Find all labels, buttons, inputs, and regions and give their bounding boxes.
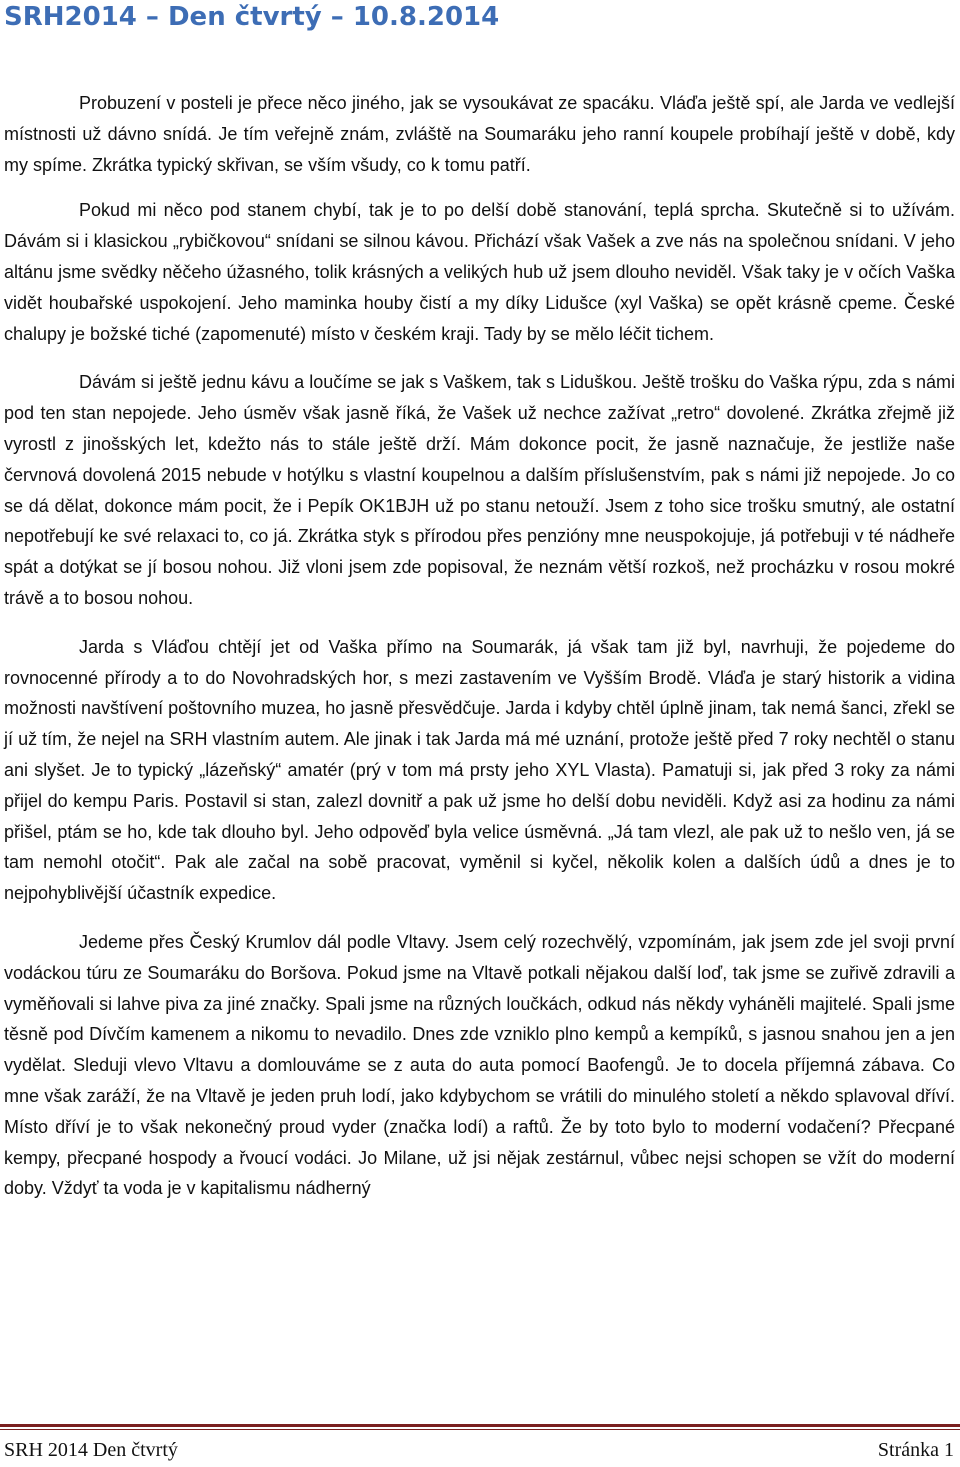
footer-divider-thin — [0, 1429, 960, 1430]
footer-divider — [0, 1424, 960, 1427]
paragraph: Jedeme přes Český Krumlov dál podle Vltavy. Jsem celý rozechvělý, vzpomínám, jak jsem zde jel svoji první vodáckou túru ze Soumaráku do Boršova. Pokud jsme na Vltavě potkali nějakou další loď, tak jsme se zuřivě zdravili a vyměňovali si lahve piva za jiné značky. Spali jsme na různých loučkách, odkud nás někdy vyháněli majitelé. Spali jsme těsně pod Dívčím kamenem a nikomu to nevadilo. Dnes zde vzniklo plno kempů a kempíků, s jasnou snahou jen a jen vydělat. Sleduji vlevo Vltavu a domlouváme se z auta do auta pomocí Baofengů. Je to docela příjemná zábava. Co mne však zaráží, že na Vltavě je jeden pruh lodí, jako kdybychom se vrátili do minulého století a někdo splavoval dříví. Místo dříví je to však nekonečný proud vyder (značka lodí) a raftů. Že by toto bylo to moderní vodačení? Přecpané kempy, přecpané hospody a řvoucí vodáci. Jo Milane, už jsi nějak zestárnul, vůbec nejsi schopen se vžít do moderní doby. Vždyť ta voda je v kapitalismu nádherný — [4, 931, 955, 1199]
paragraph: Dávám si ještě jednu kávu a loučíme se jak s Vaškem, tak s Liduškou. Ještě trošku do Vaška rýpu, zda s námi pod ten stan nepojede. Jeho úsměv však jasně říká, že Vašek už nechce zažívat „retro“ dovolené. Zkrátka zřejmě již vyrostl z jinošských let, kdežto nás to stále ještě drží. Mám dokonce pocit, že jasně naznačuje, že jestliže naše červnová dovolená 2015 nebude v hotýlku s vlastní koupelnou a dalším příslušenstvím, pak s námi již nepojede. Jo co se dá dělat, dokonce mám pocit, že i Pepík OK1BJH už po stanu netouží. Jsem z toho sice trošku smutný, ale ostatní nepotřebují ke své relaxaci to, co já. Zkrátka styk s přírodou přes penzióny mne neuspokojuje, já potřebuji v té nádheře spát a dotýkat se jí bosou nohou. Již vloni jsem zde popisoval, že neznám větší rozkoš, než procházku v rosou mokré trávě a to bosou nohou. — [4, 372, 955, 608]
page-title: SRH2014 – Den čtvrtý – 10.8.2014 — [4, 2, 500, 32]
footer-document-label: SRH 2014 Den čtvrtý — [4, 1439, 178, 1461]
footer-page-number: Stránka 1 — [877, 1439, 954, 1461]
document-body — [4, 88, 955, 1204]
paragraph: Pokud mi něco pod stanem chybí, tak je to po delší době stanování, teplá sprcha. Skutečně si to užívám. Dávám si i klasickou „rybičkovou“ snídani se silnou kávou. Přichází však Vašek a zve nás na společnou snídani. V jeho altánu jsme svědky něčeho úžasného, tolik krásných a velikých hub už jsem dlouho neviděl. Však taky je v očích Vaška vidět houbařské uspokojení. Jeho maminka houby čistí a my díky Lidušce (xyl Vaška) se opět krásně cpeme. České chalupy je božské tiché (zapomenuté) místo v českém kraji. Tady by se mělo léčit tichem. — [4, 200, 955, 344]
paragraph: Jarda s Vláďou chtějí jet od Vaška přímo na Soumarák, já však tam již byl, navrhuji, že pojedeme do rovnocenné přírody a to do Novohradských hor, s mezi zastavením ve Vyšším Brodě. Vláďa je starý historik a vidina možnosti navštívení poštovního muzea, ho jasně přesvědčuje. Jarda i kdyby chtěl úplně jinam, tak nemá šanci, zřekl se jí už tím, že nejel na SRH vlastním autem. Ale jinak i tak Jarda má mé uznání, protože ještě před 7 roky nechtěl o stanu ani slyšet. Je to typický „lázeňský“ amatér (prý v tom má prsty jeho XYL Vlasta). Pamatuji si, jak před 3 roky za námi přijel do kempu Paris. Postavil si stan, zalezl dovnitř a pak už jsme ho delší dobu neviděli. Když asi za hodinu za námi přišel, ptám se ho, kde tak dlouho byl. Jeho odpověď byla velice úsměvná. „Já tam vlezl, ale pak už to nešlo ven, já se tam nemohl otočit“. Pak ale začal na sobě pracovat, vyměnil si kyčel, několik kolen a dalších údů a dnes je to nejpohyblivější účastník expedice. — [4, 636, 955, 904]
paragraph: Probuzení v posteli je přece něco jiného, jak se vysoukávat ze spacáku. Vláďa ještě spí, ale Jarda ve vedlejší místnosti už dávno snídá. Je tím veřejně znám, zvláště na Soumaráku jeho ranní koupele probíhají ještě v době, kdy my spíme. Zkrátka typický skřivan, se vším všudy, co k tomu patří. — [4, 93, 955, 175]
